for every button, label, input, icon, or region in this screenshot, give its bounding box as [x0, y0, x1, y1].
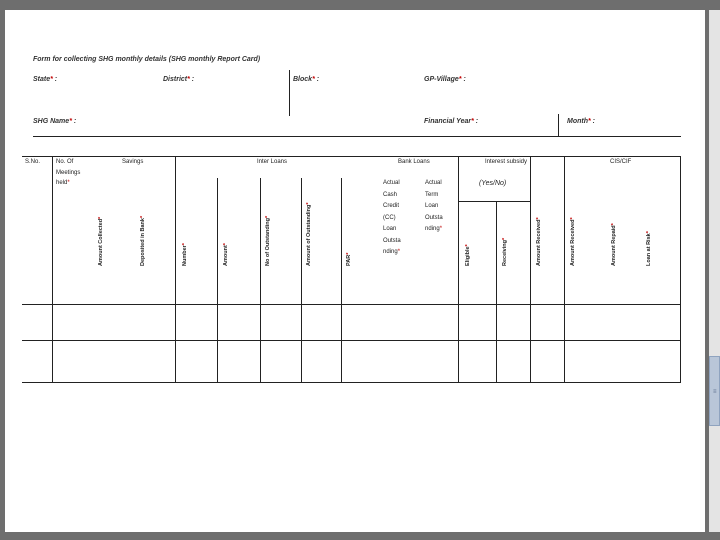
- receiving-header: Receiving*: [502, 237, 508, 266]
- col-divider: [260, 178, 261, 382]
- eligible-header: Eligible*: [465, 244, 471, 266]
- no-outstanding-header: No of Outstanding*: [265, 215, 271, 266]
- shg-name-label: SHG Name* :: [33, 118, 77, 125]
- gp-village-label: GP-Village* :: [424, 76, 466, 83]
- month-divider: [558, 114, 559, 136]
- month-label: Month* :: [567, 118, 596, 125]
- amount-outstanding-header: Amount of Outstanding*: [306, 202, 312, 266]
- amount-header: Amount*: [223, 243, 229, 266]
- bank-loans-header: Bank Loans: [398, 159, 430, 165]
- col-divider: [52, 156, 53, 382]
- fields-underline: [33, 136, 681, 137]
- yes-no-underline: [458, 201, 531, 202]
- actual-cc-loan-header: Actual Cash Credit (CC) Loan Outsta nding*: [383, 180, 401, 255]
- interest-subsidy-header: Interest subsidy: [485, 159, 528, 165]
- number-header: Number*: [182, 243, 188, 266]
- cis-cif-header: CIS/CIF: [610, 159, 632, 165]
- amount-received-subsidy-header: Amount Received*: [536, 217, 542, 266]
- col-divider: [175, 156, 176, 382]
- col-divider: [217, 178, 218, 382]
- block-divider: [289, 70, 290, 116]
- meetings-header-line2: Meetings: [56, 170, 81, 176]
- meetings-header-line3: held*: [56, 180, 70, 186]
- table-top-border: [22, 156, 681, 157]
- amount-received-header: Amount Received*: [570, 217, 576, 266]
- vertical-scrollbar[interactable]: [709, 10, 720, 532]
- col-divider: [301, 178, 302, 382]
- block-label: Block* :: [293, 76, 320, 83]
- loan-at-risk-header: Loan at Risk*: [646, 231, 652, 266]
- financial-year-label: Financial Year* :: [424, 118, 479, 125]
- savings-header: Savings: [122, 159, 144, 165]
- amount-collected-header: Amount Collected*: [98, 216, 104, 266]
- scrollbar-thumb[interactable]: [709, 356, 720, 426]
- meetings-header: No. Of: [56, 159, 74, 165]
- table-header-bottom: [22, 304, 681, 305]
- deposited-in-bank-header: Deposited in Bank*: [140, 215, 146, 266]
- col-divider: [530, 156, 531, 382]
- actual-term-loan-header: Actual Term Loan Outsta nding*: [425, 180, 443, 232]
- table-bottom-border: [22, 382, 681, 383]
- district-label: District* :: [163, 76, 195, 83]
- col-divider: [496, 201, 497, 382]
- yes-no-header: (Yes/No): [479, 180, 507, 187]
- document-page: [5, 10, 705, 532]
- inter-loans-header: Inter Loans: [257, 159, 288, 165]
- sno-header: S.No.: [25, 159, 41, 165]
- scroll-grip-icon: ≡: [713, 389, 717, 395]
- col-divider: [564, 156, 565, 382]
- col-divider: [458, 156, 459, 382]
- state-label: State* :: [33, 76, 58, 83]
- amount-repaid-header: Amount Repaid*: [611, 223, 617, 266]
- table-right-border: [680, 156, 681, 382]
- table-row-divider: [22, 340, 681, 341]
- form-title: Form for collecting SHG monthly details (SHG monthly Report Card): [33, 56, 261, 63]
- col-divider: [341, 178, 342, 382]
- par-header: PAR*: [346, 252, 352, 266]
